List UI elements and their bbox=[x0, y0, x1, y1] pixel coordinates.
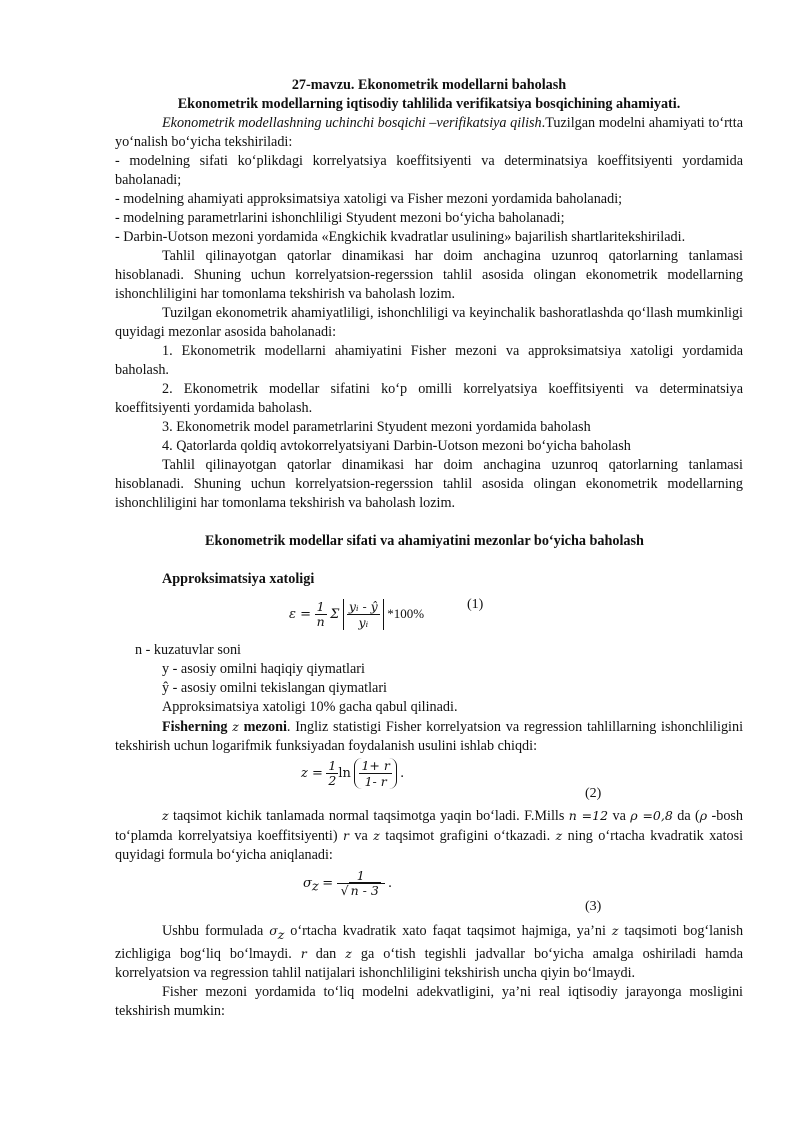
formula-1-tail: *100% bbox=[387, 605, 425, 621]
page-title: 27-mavzu. Ekonometrik modellarni baholash bbox=[291, 77, 567, 93]
formula-1-fraction: $\frac{1}{n}$ bbox=[316, 599, 325, 629]
bullet-1: - modelning sifati ko‘plikdagi korrelyatsiya koeffitsiyenti va determinatsiya koeffitsiyenti yordamida baholanadi; bbox=[115, 153, 743, 188]
last-paragraph: Fisher mezoni yordamida to‘liq modelni adekvatligini, ya’ni real iqtisodiy jarayonga mosligini tekshirish mumkin: bbox=[115, 983, 743, 1019]
formula-1-lhs: ε = bbox=[289, 606, 312, 622]
formula-1 bbox=[115, 595, 743, 641]
intro-paragraph bbox=[115, 114, 743, 152]
section-heading: Ekonometrik modellar sifati va ahamiyatini mezonlar bo‘yicha baholash bbox=[205, 533, 644, 549]
equation-number-2: (2) bbox=[585, 786, 602, 801]
intro-rest: .Tuzilgan modelni ahamiyati to‘rtta yo‘nalish bo‘yicha tekshiriladi: bbox=[115, 115, 743, 150]
paragraph-3: Tahlil qilinayotgan qatorlar dinamikasi har doim anchagina uzunroq qatorlarning tanlamasi hisoblanadi. Shuning uchun korrelyatsion-regerssion tahlil asosida olingan ekonometrik modellarning ishonchliligini har tomonlama tekshirish va baholash lozim. bbox=[115, 457, 743, 511]
definition-n: n - kuzatuvlar soni bbox=[135, 642, 241, 658]
approx-note: Approksimatsiya xatoligi 10% gacha qabul qilinadi. bbox=[162, 699, 458, 715]
numbered-item-3: 3. Ekonometrik model parametrlarini Styudent mezoni yordamida baholash bbox=[162, 419, 591, 435]
formula-2: z = $\frac{1}{2}$ ln $\frac{1+ r}{1- r}$ . (2) bbox=[301, 758, 602, 801]
paragraph-1: Tahlil qilinayotgan qatorlar dinamikasi har doim anchagina uzunroq qatorlarning tanlamasi hisoblanadi. Shuning uchun korrelyatsion-regerssion tahlil asosida olingan ekonometrik modellarning ishonchliligini har tomonlama tekshirish va baholash lozim. bbox=[115, 248, 743, 302]
sigma-paragraph: Ushbu formulada $\sigma_z$ o‘rtacha kvadratik xato faqat taqsimot hajmiga, ya’ni z taqsimoti bog‘lanish zichligiga bog‘liq bo‘lmaydi. r dan z ga o‘tish tegishli jadvallar bo‘yicha amalga oshiriladi hamda korrelyatsion va regression tahlil natijalari ishonchliligini tekshirish uncha qiyin bo‘lmaydi. bbox=[115, 923, 744, 981]
z-paragraph: z taqsimot kichik tanlamada normal taqsimotga yaqin bo‘ladi. F.Mills n =12 va ρ =0,8 da (ρ -bosh to‘plamda korrelyatsiya koeffitsiyenti) r va z taqsimot grafigini o‘tkazadi. z ning o‘rtacha kvadratik xatosi quyidagi formula bo‘yicha aniqlanadi: bbox=[115, 808, 744, 863]
definition-y: y - asosiy omilni haqiqiy qiymatlari bbox=[162, 661, 365, 677]
equation-number-1: (1) bbox=[467, 597, 484, 612]
bullet-2: - modelning ahamiyati approksimatsiya xatoligi va Fisher mezoni yordamida baholanadi; bbox=[115, 191, 623, 207]
page-subtitle: Ekonometrik modellarning iqtisodiy tahlilida verifikatsiya bosqichining ahamiyati. bbox=[177, 96, 681, 112]
document-page bbox=[115, 76, 743, 1021]
numbered-item-2: 2. Ekonometrik modellar sifatini ko‘p omilli korrelyatsiya koeffitsiyenti va determinatsiya koeffitsiyenti yordamida baholash. bbox=[115, 381, 743, 416]
paragraph-2: Tuzilgan ekonometrik ahamiyatliligi, ishonchliligi va keyinchalik bashoratlashda qo‘llash mumkinligi quyidagi mezonlar asosida baholanadi: bbox=[115, 305, 743, 340]
equation-number-3: (3) bbox=[585, 899, 602, 914]
definition-y-hat: ŷ - asosiy omilni tekislangan qiymatlari bbox=[162, 680, 387, 696]
approx-heading: Approksimatsiya xatoligi bbox=[162, 571, 315, 587]
formula-1-abs: $\frac{\text{yᵢ - ŷ}}{\text{yᵢ}}$ bbox=[343, 599, 384, 630]
fisher-paragraph: Fisherning z mezoni. Ingliz statistigi Fisher korrelyatsion va regression tahlillarning ishonchliligini tekshirish uchun logarifmik funksiyadan foydalanish usulini ishlab chiqdi: bbox=[115, 719, 744, 754]
bullet-4: - Darbin-Uotson mezoni yordamida «Engkichik kvadratlar usulining» bajarilish shartlaritekshiriladi. bbox=[115, 229, 686, 245]
numbered-item-4: 4. Qatorlarda qoldiq avtokorrelyatsiyani Darbin-Uotson mezoni bo‘yicha baholash bbox=[162, 438, 631, 454]
numbered-item-1: 1. Ekonometrik modellarni ahamiyatini Fisher mezoni va approksimatsiya xatoligi yordamida baholash. bbox=[115, 343, 743, 378]
bullet-3: - modelning parametrlarini ishonchliligi Styudent mezoni bo‘yicha baholanadi; bbox=[115, 210, 565, 226]
intro-italic: Ekonometrik modellashning uchinchi bosqichi –verifikatsiya qilish bbox=[162, 115, 542, 131]
formula-1-sigma: Σ bbox=[330, 606, 340, 622]
formula-3: $\sigma_z$ = $\frac{1}{√ n - 3}$ . (3) bbox=[303, 868, 602, 914]
